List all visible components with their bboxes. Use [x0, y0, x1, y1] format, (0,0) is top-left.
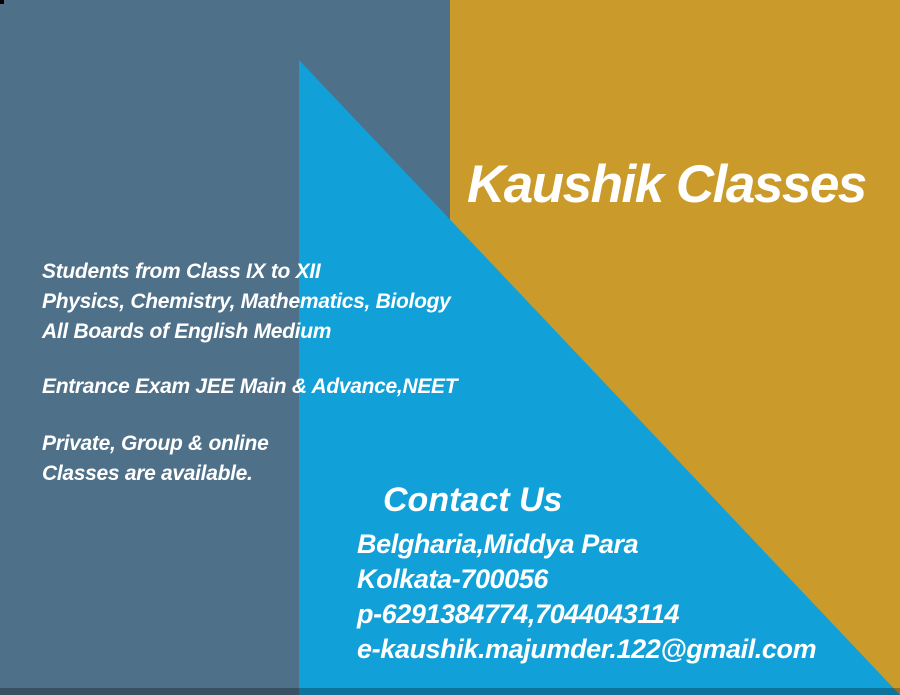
contact-block — [357, 527, 816, 667]
info-block-main — [42, 257, 451, 347]
corner-mark — [0, 0, 4, 4]
contact-heading: Contact Us — [383, 481, 563, 519]
bottom-shade — [0, 688, 900, 695]
info-block-classes — [42, 429, 268, 489]
info-subjects-line: Physics, Chemistry, Mathematics, Biology — [42, 290, 451, 313]
contact-address-line2: Kolkata-700056 — [357, 564, 549, 594]
info-entrance-line: Entrance Exam JEE Main & Advance,NEET — [42, 375, 458, 398]
contact-email-line: e-kaushik.majumder.122@gmail.com — [357, 634, 817, 664]
info-classes-line1: Private, Group & online — [42, 432, 269, 455]
poster-title: Kaushik Classes — [467, 155, 866, 214]
info-boards-line: All Boards of English Medium — [42, 320, 332, 343]
info-audience-line: Students from Class IX to XII — [42, 260, 321, 283]
info-classes-line2: Classes are available. — [42, 462, 253, 485]
contact-address-line1: Belgharia,Middya Para — [357, 529, 639, 559]
info-block-entrance — [42, 372, 457, 402]
contact-phone-line: p-6291384774,7044043114 — [357, 599, 680, 629]
